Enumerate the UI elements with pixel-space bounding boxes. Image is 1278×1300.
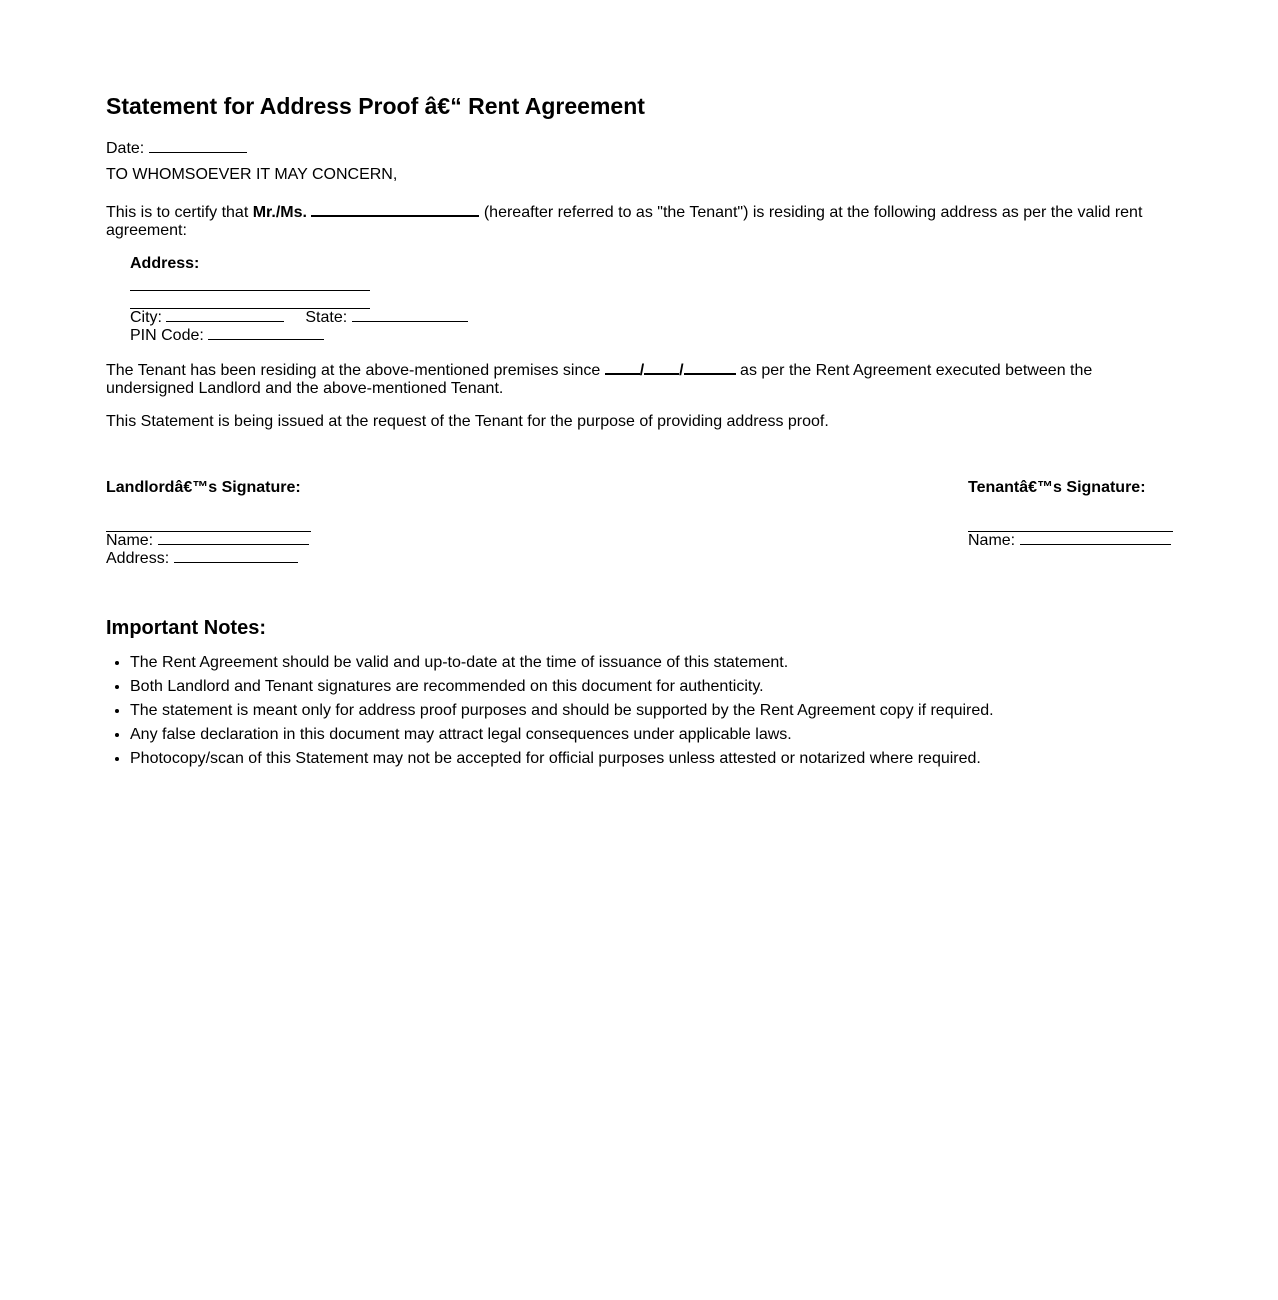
year-blank[interactable] [684,361,736,375]
pin-blank[interactable] [208,327,324,340]
address-block [130,255,468,345]
tenant-signature-label: Tenantâ€™s Signature: [968,479,1146,496]
landlord-name-blank[interactable] [158,532,309,545]
tenant-signature-name-blank[interactable] [1020,532,1171,545]
certify-prefix: This is to certify that [106,204,253,221]
address-line-2[interactable] [130,291,370,309]
state-blank[interactable] [352,309,468,322]
certify-honorific: Mr./Ms. [252,204,307,221]
landlord-name-label: Name: [106,532,154,549]
notes-title: Important Notes: [106,617,266,639]
residing-prefix: The Tenant has been residing at the above-mentioned premises since [106,362,605,379]
notes-list-item: • The Rent Agreement should be valid and up-to-date at the time of issuance of this statement. [130,654,994,678]
pin-label: PIN Code: [130,327,204,344]
address-label: Address: [130,255,200,272]
day-blank[interactable] [605,361,640,375]
date-separator-1: / [639,362,645,379]
tenant-name-row [968,532,1173,550]
tenant-name-label: Name: [968,532,1016,549]
date-separator-2: / [679,362,684,379]
tenant-signature-block [968,479,1173,550]
landlord-address-blank[interactable] [174,550,298,563]
date-blank[interactable] [149,140,247,153]
landlord-address-label: Address: [106,550,170,567]
salutation: TO WHOMSOEVER IT MAY CONCERN, [106,166,398,183]
certify-suffix: (hereafter referred to as "the Tenant") is residing at the following address as per the valid rent agreement: [106,204,1143,239]
notes-list [106,654,994,774]
purpose-paragraph: This Statement is being issued at the request of the Tenant for the purpose of providing address proof. [106,413,829,430]
city-label: City: [130,309,162,326]
notes-list-item: • Both Landlord and Tenant signatures are recommended on this document for authenticity. [130,678,994,702]
date-row [106,140,247,158]
residing-paragraph [106,361,1166,398]
notes-list-item: • Any false declaration in this document may attract legal consequences under applicable laws. [130,726,994,750]
pin-row [130,327,468,345]
address-line-1[interactable] [130,273,370,291]
landlord-name-row [106,532,311,550]
landlord-signature-label: Landlordâ€™s Signature: [106,479,301,496]
residing-suffix: as per the Rent Agreement executed between the undersigned Landlord and the above-mentioned Tenant. [106,362,1093,397]
notes-list-item: • Photocopy/scan of this Statement may not be accepted for official purposes unless attested or notarized where required. [130,750,994,774]
landlord-address-row [106,550,311,568]
landlord-signature-block [106,479,311,568]
month-blank[interactable] [644,361,679,375]
tenant-name-blank[interactable] [311,203,479,217]
notes-list-item: • The statement is meant only for address proof purposes and should be supported by the Rent Agreement copy if required. [130,702,994,726]
certify-paragraph [106,203,1166,240]
document-title: Statement for Address Proof â€“ Rent Agreement [106,93,645,119]
state-label: State: [305,309,348,326]
city-state-row [130,309,468,327]
city-blank[interactable] [166,309,284,322]
date-label: Date: [106,140,145,157]
